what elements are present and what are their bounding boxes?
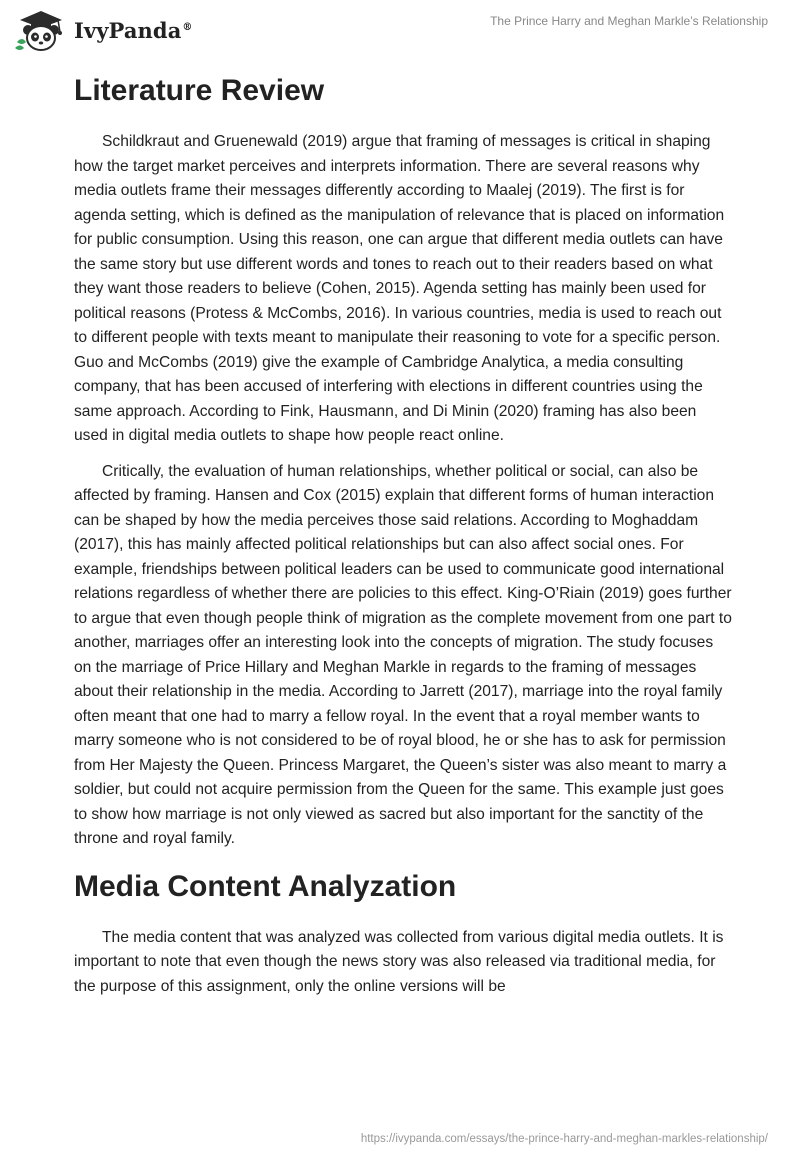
page-header: [0, 0, 800, 60]
essay-body: [74, 72, 734, 999]
ivypanda-logo[interactable]: [14, 8, 193, 52]
paragraph: Schildkraut and Gruenewald (2019) argue that framing of messages is critical in shaping how the target market perceives and interprets information. There are several reasons why media outlets frame their messages differently according to Maalej (2019). The first is for agenda setting, which is defined as the manipulation of relevance that is placed on information for public consumption. Using this reason, one can argue that different media outlets can have the same story but use different words and tones to reach out to their readers based on what they want those readers to believe (Cohen, 2015). Agenda setting has mainly been used for political reasons (Protess & McCombs, 2016). In various countries, media is used to reach out to different people with texts meant to manipulate their reasoning to vote for a specific person. Guo and McCombs (2019) give the example of Cambridge Analytica, a media consulting company, that has been accused of interfering with elections in different countries using the same approach. According to Fink, Hausmann, and Di Minin (2020) framing has also been used in digital media outlets to shape how people react online.: [74, 133, 725, 444]
panda-graduation-cap-icon: [14, 8, 70, 52]
document-title: The Prince Harry and Meghan Markle’s Relationship: [490, 14, 768, 28]
logo-text: IvyPanda®: [74, 17, 193, 43]
paragraph: The media content that was analyzed was collected from various digital media outlets. It is important to note that even though the news story was also released via traditional media, for the purpose of this assignment, only the online versions will be: [74, 928, 724, 995]
section-heading-literature-review: Literature Review: [74, 74, 325, 107]
source-url[interactable]: https://ivypanda.com/essays/the-prince-harry-and-meghan-markles-relationship/: [360, 1133, 768, 1145]
paragraph: Critically, the evaluation of human relationships, whether political or social, can also be affected by framing. Hansen and Cox (2015) explain that different forms of human interaction can be shaped by how the media perceives those said relations. According to Moghaddam (2017), this has mainly affected political relationships but can also affect social ones. For example, friendships between political leaders can be used to communicate good international relations regardless of whether there are policies to this effect. King-O’Riain (2019) goes further to argue that even though people think of migration as the complete movement from one part to another, marriages offer an interesting look into the concepts of migration. The study focuses on the marriage of Price Hillary and Meghan Markle in regards to the framing of messages about their relationship in the media. According to Jarrett (2017), marriage into the royal family often meant that one had to marry a fellow royal. In the event that a royal member wants to marry someone who is not considered to be of royal blood, he or she has to ask for permission from Her Majesty the Queen. Princess Margaret, the Queen’s sister was also meant to marry a soldier, but could not acquire permission from the Queen for the same. This example just goes to show how marriage is not only viewed as sacred but also important for the sanctity of the throne and royal family.: [74, 462, 732, 847]
section-heading-media-content-analyzation: Media Content Analyzation: [74, 869, 457, 903]
